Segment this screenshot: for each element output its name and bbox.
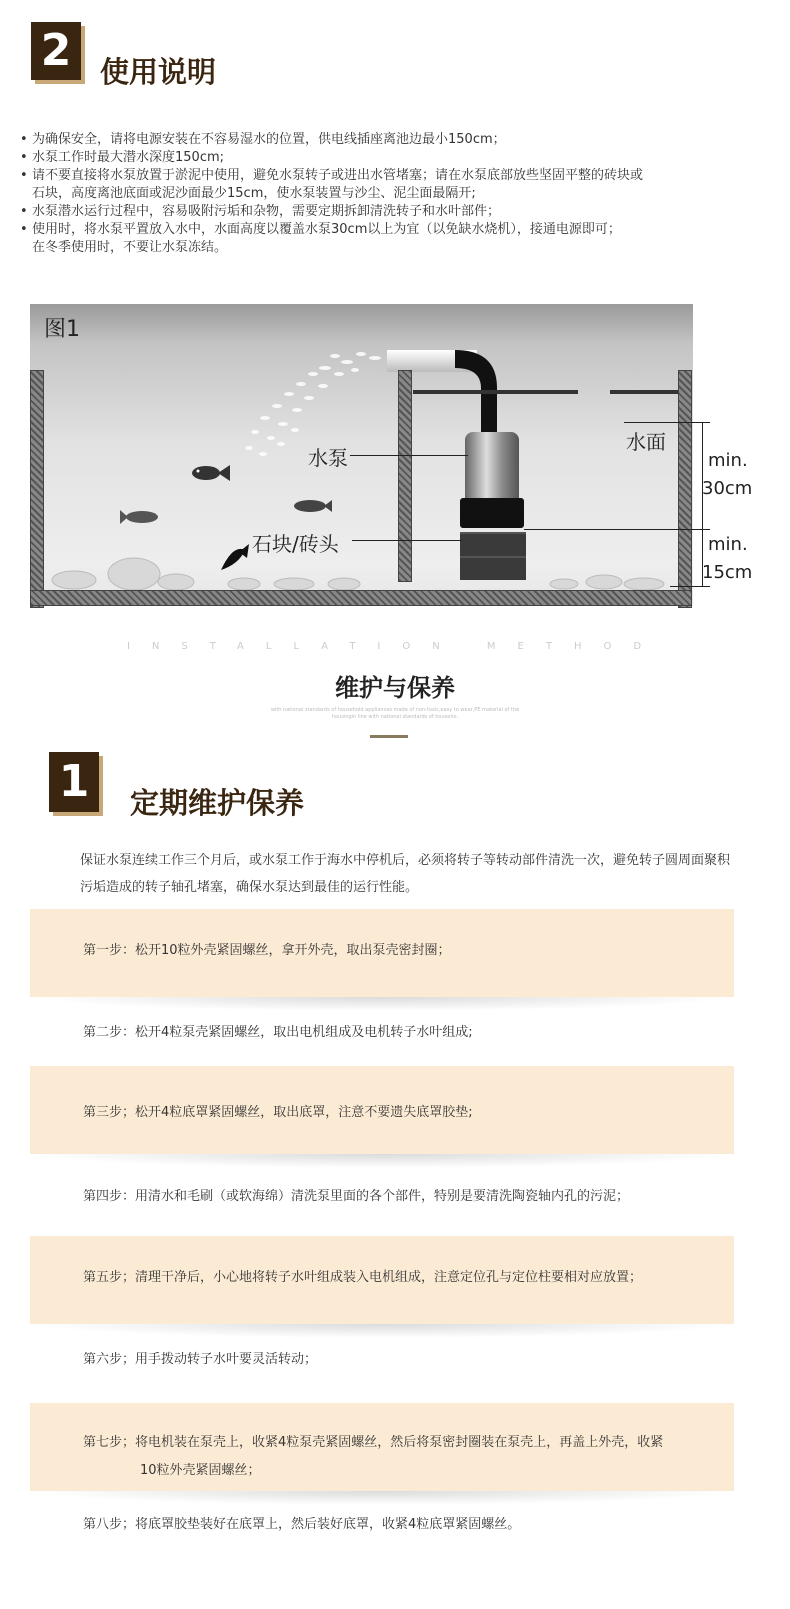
fine-print [180,707,610,721]
figure-label: 图1 [44,317,80,342]
step-text: 第三步；松开4粒底罩紧固螺丝，取出底罩，注意不要遗失底罩胶垫; [83,1105,473,1120]
list-item: • 水泵潜水运行过程中，容易吸附污垢和杂物，需要定期拆卸清洗转子和水叶部件； [20,203,760,221]
dimension-arrow-30 [702,423,703,529]
pebbles-illustration [44,548,684,590]
list-item: • 为确保安全，请将电源安装在不容易湿水的位置，供电线插座离池边最小150cm； [20,131,760,149]
step-shadow [30,997,734,1011]
pump-label: 水泵 [308,446,348,470]
pump-body [465,432,519,502]
top-rail [610,390,678,394]
maintenance-title: 定期维护保养 [130,786,305,820]
usage-instructions [20,131,760,257]
pump-base [460,498,524,528]
step-text-continuation: 10粒外壳紧固螺丝； [140,1463,261,1478]
tank-floor [30,590,692,606]
pump-top-line [524,529,710,530]
section-title: 维护与保养 [335,674,455,702]
step-text: 第六步；用手拨动转子水叶要灵活转动； [83,1352,318,1367]
step-text: 第一步：松开10粒外壳紧固螺丝，拿开外壳，取出泵壳密封圈； [83,943,451,958]
step-text: 第二步：松开4粒泵壳紧固螺丝，取出电机组成及电机转子水叶组成; [83,1025,473,1040]
step-5 [30,1236,734,1324]
step-6 [30,1346,734,1374]
step-shadow [30,1491,734,1505]
usage-title: 使用说明 [100,55,217,89]
step-shadow [30,1154,734,1168]
list-item-continuation: 石块，高度离池底面或泥沙面最少15cm，使水泵装置与沙尘、泥尘面最隔开; [32,186,476,201]
min-30-value: 30cm [702,478,753,499]
min-15-label: min. [708,534,748,555]
step-8 [30,1511,734,1539]
list-item-continuation: 在冬季使用时，不要让水泵冻结。 [32,240,228,255]
stone-label: 石块/砖头 [252,532,339,556]
list-item: • 使用时，将水泵平置放入水中，水面高度以覆盖水泵30cm以上为宜（以免缺水烧机），接通电源即可； [20,221,760,239]
pump-leader-line [350,455,468,456]
step-shadow [30,1324,734,1338]
top-rail [413,390,578,394]
maintenance-intro: 保证水泵连续工作三个月后，或水泵工作于海水中停机后，必须将转子等转动部件清洗一次，避免转子圆周面聚积污垢造成的转子轴孔堵塞，确保水泵达到最佳的运行性能。 [80,853,731,895]
fine-print-line: with national standards of household appliances made of non-toxic,easy to wear,PE material of the [270,707,520,713]
floor-line [670,586,710,587]
section-number-badge: 1 [49,752,99,812]
tank-wall-left [30,370,44,608]
water-surface-line [624,422,710,423]
english-subtitle: INSTALLATION METHOD [126,641,664,652]
step-7 [30,1403,734,1491]
fish-illustration [290,498,332,514]
min-15-value: 15cm [702,562,753,583]
step-text: 第八步；将底罩胶垫装好在底罩上，然后装好底罩，收紧4粒底罩紧固螺丝。 [83,1517,521,1532]
step-text: 第四步：用清水和毛刷（或软海绵）清洗泵里面的各个部件，特别是要清洗陶瓷轴内孔的污泥； [83,1189,630,1204]
installation-figure [30,304,753,606]
fine-print-line: housingin line with national standards of househo. [331,714,459,720]
min-30-label: min. [708,450,748,471]
step-3 [30,1066,734,1154]
step-2 [30,1019,734,1047]
water-surface-label: 水面 [626,430,666,454]
step-1 [30,909,734,997]
step-text: 第五步；清理干净后，小心地将转子水叶组成装入电机组成，注意定位孔与定位柱要相对应放置； [83,1270,643,1285]
step-text: 第七步；将电机装在泵壳上，收紧4粒泵壳紧固螺丝，然后将泵密封圈装在泵壳上，再盖上外壳，收紧 [83,1435,664,1450]
step-4 [30,1183,734,1211]
fish-illustration [120,508,160,526]
list-item: • 请不要直接将水泵放置于淤泥中使用，避免水泵转子或进出水管堵塞；请在水泵底部放些坚固平整的砖块或 [20,167,760,185]
section-number-badge: 2 [31,22,81,80]
title-divider [370,735,408,738]
fish-illustration [190,462,230,484]
stone-leader-line [352,540,462,541]
list-item: • 水泵工作时最大潜水深度150cm; [20,149,760,167]
